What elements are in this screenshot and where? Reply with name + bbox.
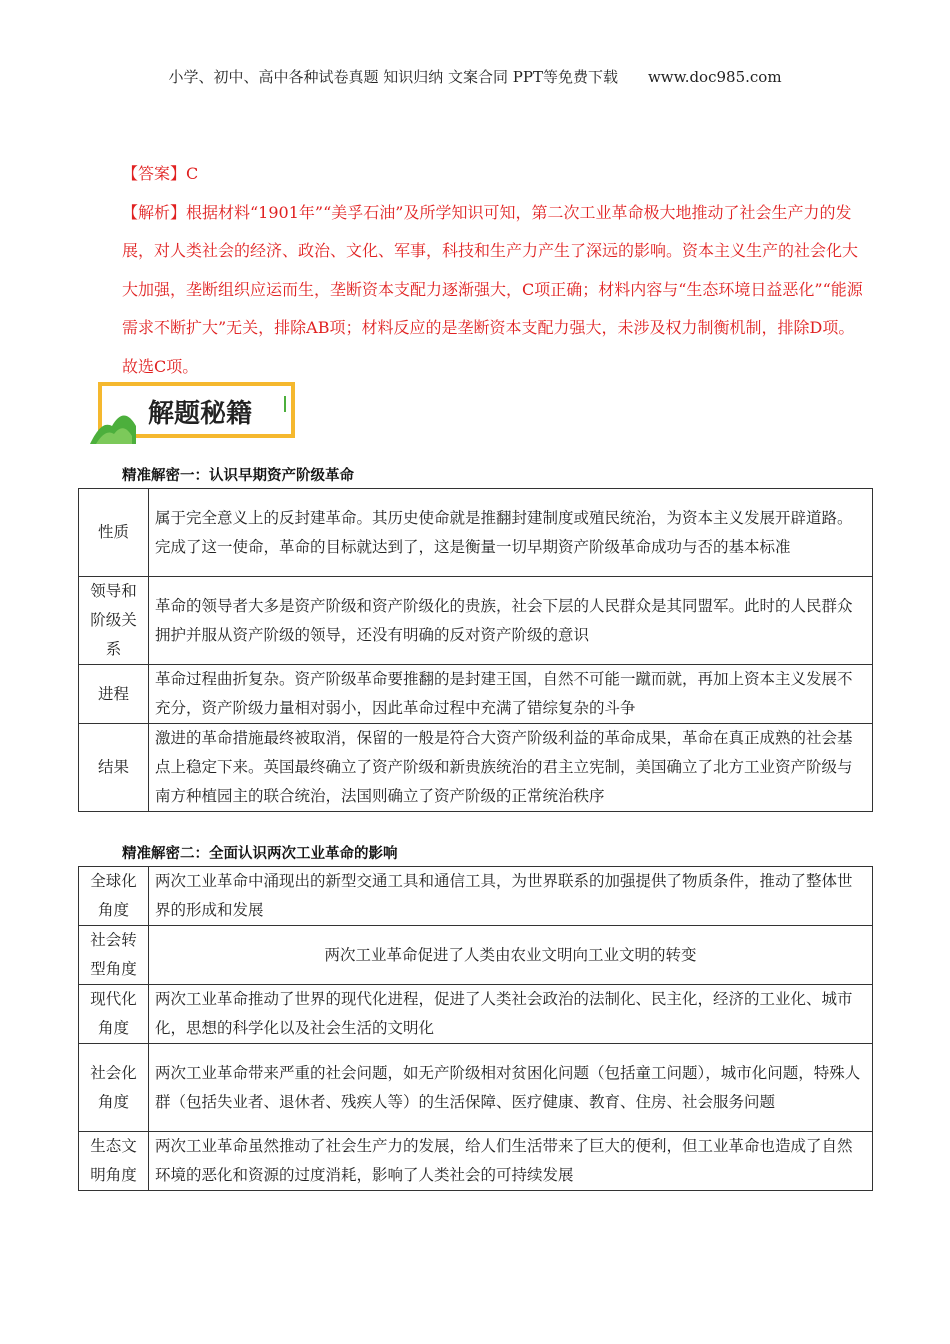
header-site-link[interactable]: www.doc985.com xyxy=(647,68,782,86)
table-early-bourgeois-revolution xyxy=(78,488,873,812)
table-row xyxy=(79,985,873,1044)
row-label: 现代化角度 xyxy=(79,985,149,1044)
row-content: 两次工业革命推动了世界的现代化进程，促进了人类社会政治的法制化、民主化，经济的工业化、城市化，思想的科学化以及社会生活的文明化 xyxy=(149,985,873,1044)
row-label: 进程 xyxy=(79,665,149,724)
answer-label: 【答案】C xyxy=(122,164,199,183)
row-content: 两次工业革命中涌现出的新型交通工具和通信工具，为世界联系的加强提供了物质条件，推动了整体世界的形成和发展 xyxy=(149,867,873,926)
table-row xyxy=(79,665,873,724)
section1-title: 精准解密一：认识早期资产阶级革命 xyxy=(122,468,354,484)
table-industrial-revolution-impact xyxy=(78,866,873,1191)
page-header xyxy=(0,66,950,87)
section2-title: 精准解密二：全面认识两次工业革命的影响 xyxy=(122,846,398,862)
row-content: 两次工业革命带来严重的社会问题，如无产阶级相对贫困化问题（包括童工问题），城市化问题，特殊人群（包括失业者、退休者、残疾人等）的生活保障、医疗健康、教育、住房、社会服务问题 xyxy=(149,1044,873,1132)
row-label: 社会化角度 xyxy=(79,1044,149,1132)
row-label: 社会转型角度 xyxy=(79,926,149,985)
header-text: 小学、初中、高中各种试卷真题 知识归纳 文案合同 PPT等免费下载 xyxy=(168,68,618,86)
table-row xyxy=(79,724,873,812)
row-label: 性质 xyxy=(79,489,149,577)
answer-analysis: 【解析】根据材料“1901年”“美孚石油”及所学知识可知，第二次工业革命极大地推动了社会生产力的发展，对人类社会的经济、政治、文化、军事，科技和生产力产生了深远的影响。资本主义生产的社会化大大加强，垄断组织应运而生，垄断资本支配力逐渐强大，C项正确；材料内容与“生态环境日益恶化”“能源需求不断扩大”无关，排除AB项；材料反应的是垄断资本支配力强大，未涉及权力制衡机制，排除D项。故选C项。 xyxy=(122,202,863,376)
table-row xyxy=(79,489,873,577)
row-label: 结果 xyxy=(79,724,149,812)
row-label: 生态文明角度 xyxy=(79,1132,149,1191)
row-label: 全球化角度 xyxy=(79,867,149,926)
banner-title: 解题秘籍 xyxy=(148,399,253,429)
table-row xyxy=(79,577,873,665)
row-content: 革命过程曲折复杂。资产阶级革命要推翻的是封建王国，自然不可能一蹴而就，再加上资本主义发展不充分，资产阶级力量相对弱小，因此革命过程中充满了错综复杂的斗争 xyxy=(149,665,873,724)
row-content: 两次工业革命虽然推动了社会生产力的发展，给人们生活带来了巨大的便利，但工业革命也造成了自然环境的恶化和资源的过度消耗，影响了人类社会的可持续发展 xyxy=(149,1132,873,1191)
table-row xyxy=(79,867,873,926)
row-content: 激进的革命措施最终被取消，保留的一般是符合大资产阶级利益的革命成果，革命在真正成熟的社会基点上稳定下来。英国最终确立了资产阶级和新贵族统治的君主立宪制，美国确立了北方工业资产阶级与南方种植园主的联合统治，法国则确立了资产阶级的正常统治秩序 xyxy=(149,724,873,812)
row-content: 属于完全意义上的反封建革命。其历史使命就是推翻封建制度或殖民统治，为资本主义发展开辟道路。完成了这一使命，革命的目标就达到了，这是衡量一切早期资产阶级革命成功与否的基本标准 xyxy=(149,489,873,577)
answer-section xyxy=(122,155,867,386)
table-row xyxy=(79,926,873,985)
table-row xyxy=(79,1044,873,1132)
table-row xyxy=(79,1132,873,1191)
tips-banner xyxy=(90,382,295,444)
row-content: 两次工业革命促进了人类由农业文明向工业文明的转变 xyxy=(149,926,873,985)
row-label: 领导和阶级关系 xyxy=(79,577,149,665)
row-content: 革命的领导者大多是资产阶级和资产阶级化的贵族，社会下层的人民群众是其同盟军。此时的人民群众拥护并服从资产阶级的领导，还没有明确的反对资产阶级的意识 xyxy=(149,577,873,665)
